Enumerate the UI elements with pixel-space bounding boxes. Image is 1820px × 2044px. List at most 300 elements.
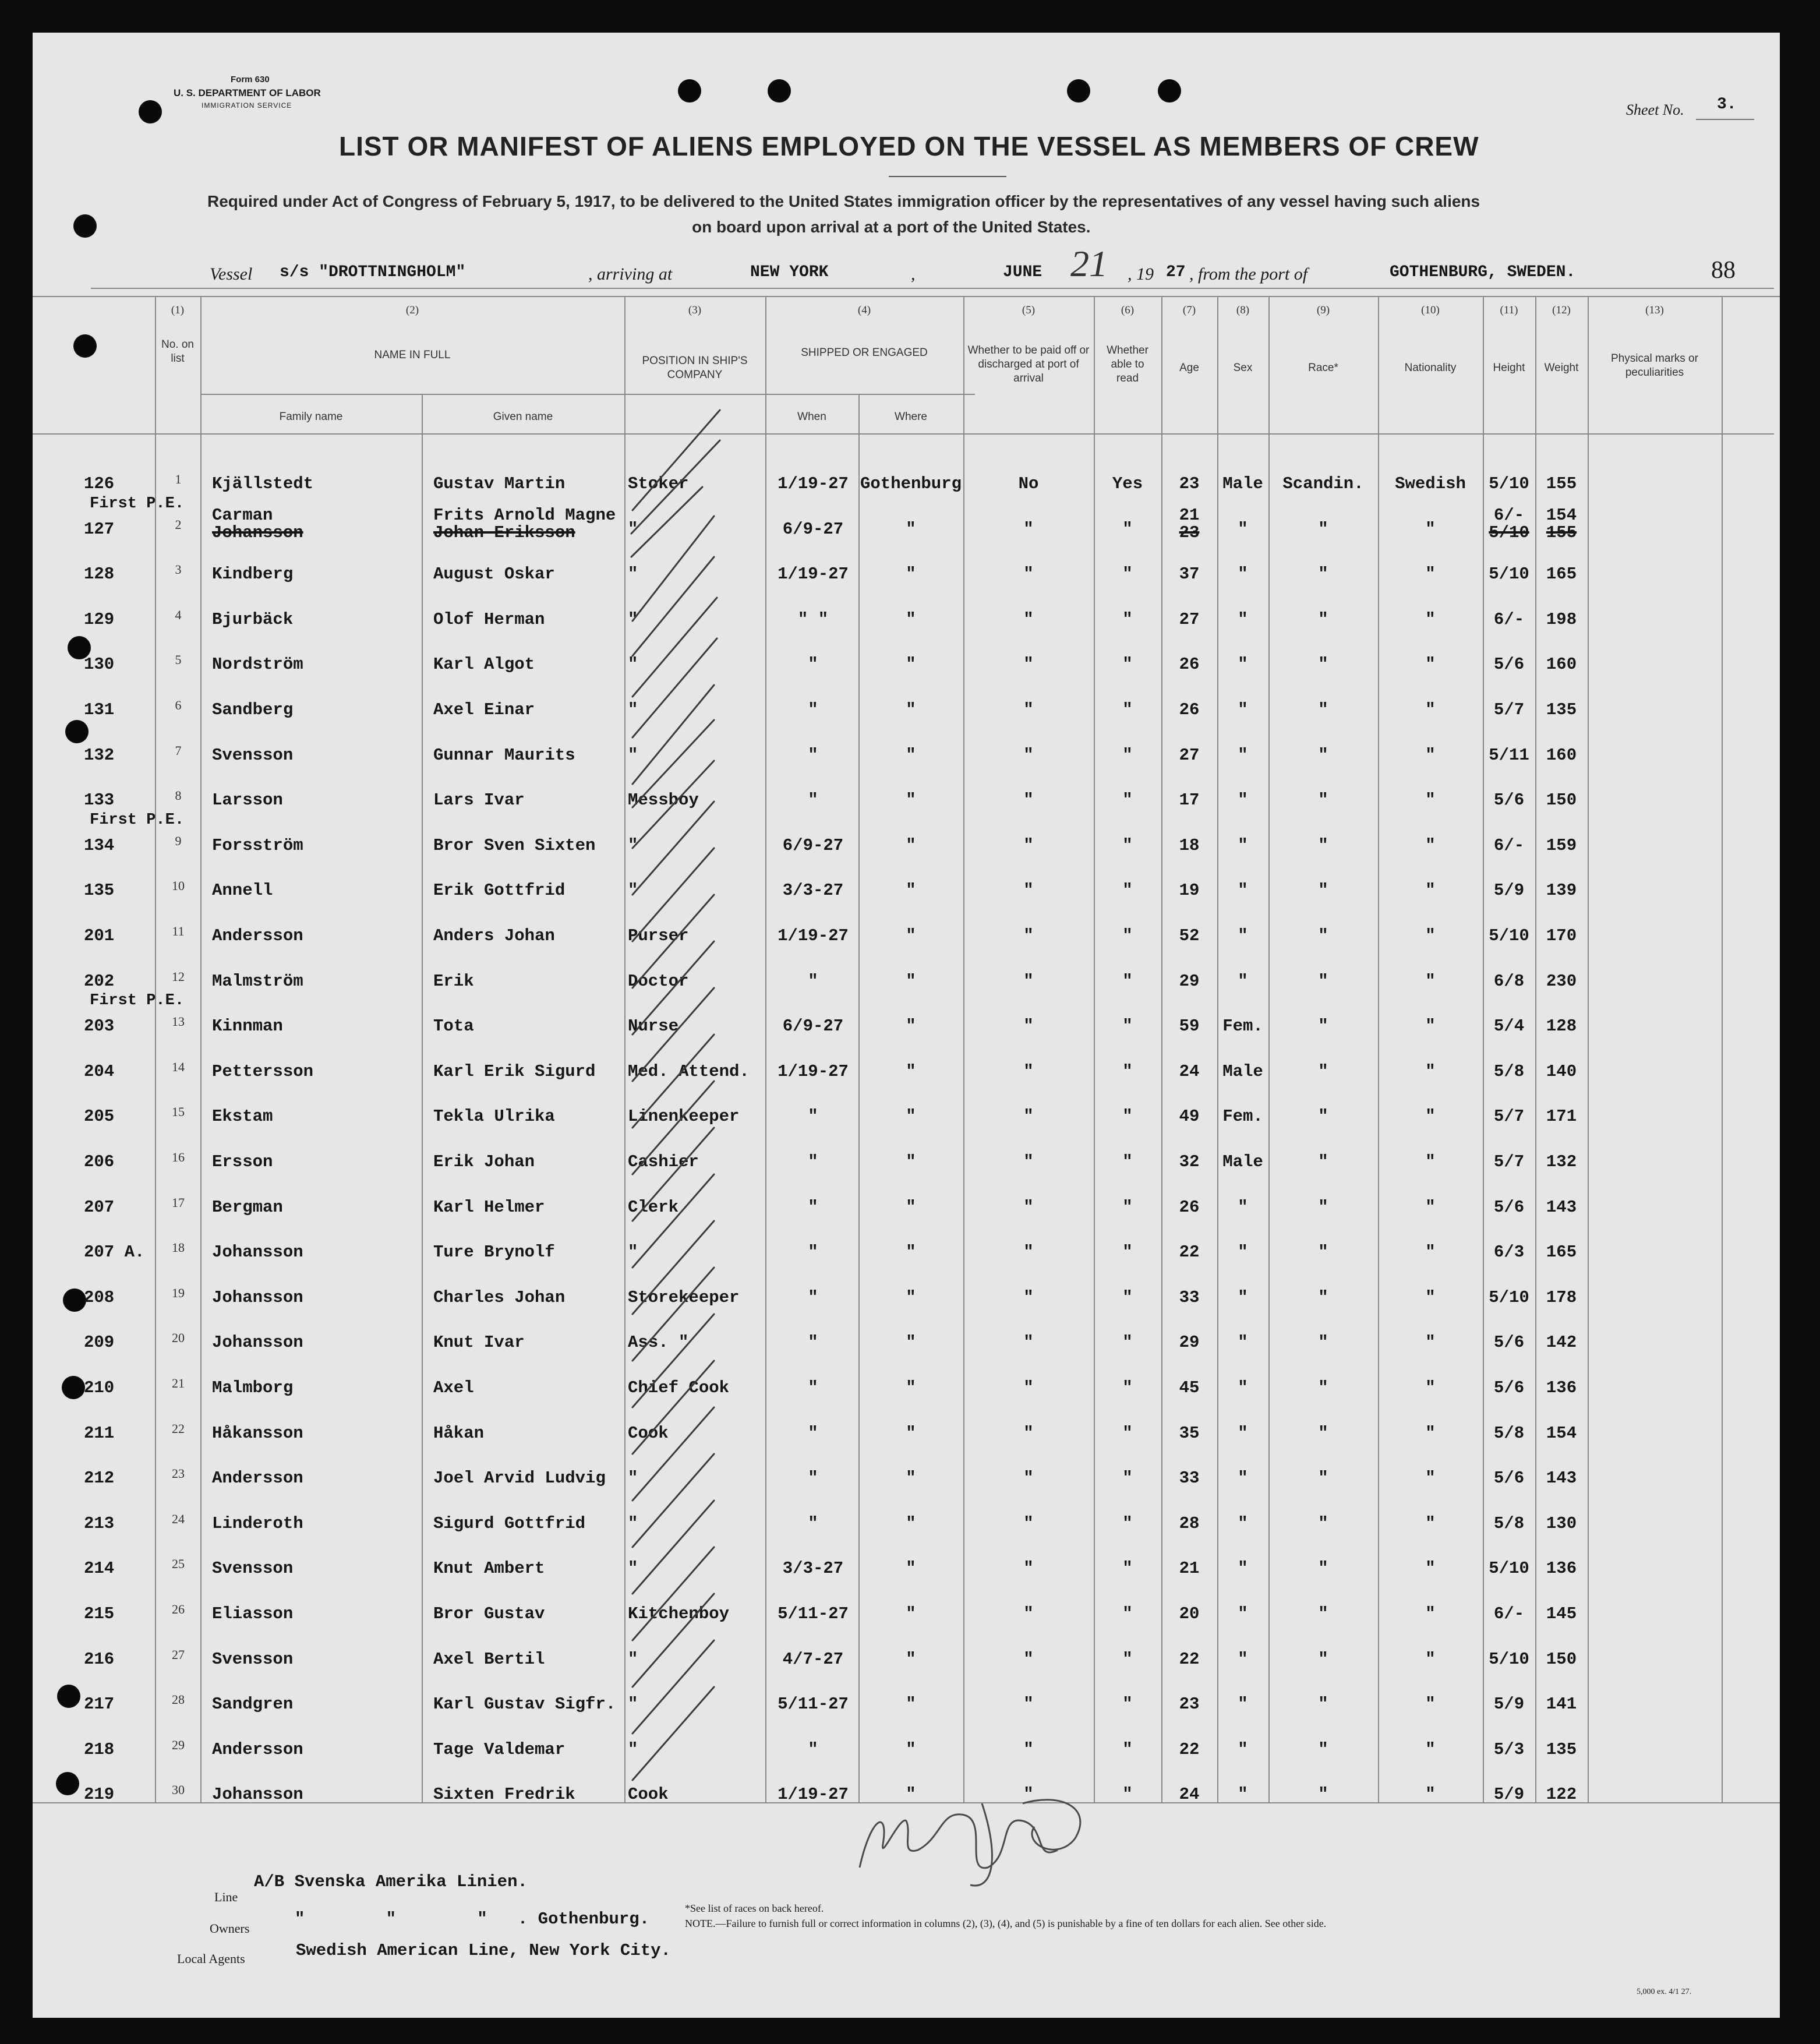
cell-weight: 159 [1546, 835, 1577, 855]
cell-when: " [808, 1287, 818, 1307]
cell-family: Carman [212, 505, 273, 525]
cell-sex: " [1238, 564, 1248, 584]
cell-height: 5/6 [1493, 1333, 1525, 1353]
cell-margin: 214 [84, 1559, 115, 1579]
cell-nat: " [1425, 1513, 1436, 1533]
cell-when: 1/19-27 [778, 926, 849, 945]
col-number: (1) [171, 304, 185, 316]
cell-given: Frits Arnold Magne [433, 505, 616, 525]
cell-margin: 207 [84, 1197, 115, 1217]
cell-family: Andersson [212, 926, 303, 945]
cell-margin: 135 [84, 881, 115, 901]
cell-nat: " [1425, 519, 1436, 539]
cell-read: " [1122, 519, 1133, 539]
cell-paid: " [1023, 1016, 1034, 1036]
cell-weight: 230 [1546, 971, 1577, 991]
cell-given: Knut Ivar [433, 1333, 525, 1353]
cell-age: 27 [1179, 745, 1200, 765]
arrival-port: NEW YORK [750, 263, 829, 281]
cell-position: " [628, 564, 638, 584]
cell-nat: " [1425, 1694, 1436, 1714]
cell-weight: 154 [1546, 505, 1577, 525]
cell-no: 25 [172, 1556, 185, 1572]
cell-given: Gustav Martin [433, 474, 566, 493]
cell-age: 52 [1179, 926, 1200, 945]
cell-no: 1 [175, 472, 182, 486]
cell-age: 29 [1179, 1333, 1200, 1353]
cell-read: " [1122, 1287, 1133, 1307]
cell-margin: 131 [84, 700, 115, 719]
cell-paid: " [1023, 745, 1034, 765]
cell-weight: 165 [1546, 1242, 1577, 1262]
cell-read: " [1122, 971, 1133, 991]
owners-label: Owners [210, 1921, 250, 1936]
cell-when: " [808, 655, 818, 675]
cell-weight: 141 [1546, 1694, 1577, 1714]
cell-weight: 142 [1546, 1333, 1577, 1353]
cell-where: " [906, 1061, 916, 1081]
cell-nat: " [1425, 1242, 1436, 1262]
cell-given: Gunnar Maurits [433, 745, 575, 765]
cell-margin: 201 [84, 926, 115, 945]
cell-when: 5/11-27 [778, 1694, 849, 1714]
cell-nat: " [1425, 1649, 1436, 1669]
cell-family: Nordström [212, 655, 303, 675]
cell-no: 14 [172, 1059, 185, 1074]
cell-read: " [1122, 655, 1133, 675]
cell-family: Svensson [212, 1649, 294, 1669]
cell-read: " [1122, 745, 1133, 765]
cell-family: Svensson [212, 745, 294, 765]
cell-given: Lars Ivar [433, 790, 525, 810]
cell-when: 6/9-27 [782, 1016, 844, 1036]
header-height: Height [1493, 362, 1525, 374]
cell-nat: " [1425, 1468, 1436, 1488]
cell-position: " [628, 655, 638, 675]
cell-sex: " [1238, 519, 1248, 539]
agents-label: Local Agents [177, 1951, 245, 1966]
cell-age: 33 [1179, 1468, 1200, 1488]
cell-where: " [906, 1739, 916, 1759]
check-mark-strokes [631, 410, 720, 1780]
cell-where: Gothenburg [860, 474, 962, 493]
header-age: Age [1179, 362, 1199, 374]
cell-weight: 132 [1546, 1152, 1577, 1171]
cell-margin: 133 [84, 790, 115, 810]
cell-margin: 212 [84, 1468, 115, 1488]
cell-read: " [1122, 609, 1133, 629]
cell-margin: 203 [84, 1016, 115, 1036]
cell-weight: 160 [1546, 655, 1577, 675]
cell-family: Bjurbäck [212, 609, 294, 629]
cell-where: " [906, 609, 916, 629]
cell-margin: 132 [84, 745, 115, 765]
cell-sex: " [1238, 1513, 1248, 1533]
cell-weight: 155 [1546, 474, 1577, 493]
cell-position: Ass. " [628, 1333, 689, 1353]
cell-height: 5/10 [1489, 1649, 1529, 1669]
cell-sex: " [1238, 1242, 1248, 1262]
cell-paid: " [1023, 1513, 1034, 1533]
cell-no: 12 [172, 969, 185, 984]
cell-position: " [628, 700, 638, 719]
cell-age: 22 [1179, 1242, 1200, 1262]
departure-port: GOTHENBURG, SWEDEN. [1390, 263, 1576, 281]
header-paid-off: Whether to be paid off or discharged at port of arrival [967, 344, 1090, 384]
header-shipped: SHIPPED OR ENGAGED [801, 347, 928, 359]
cell-race: " [1318, 835, 1328, 855]
vessel-label: Vessel [210, 264, 253, 284]
cell-position: Purser [628, 926, 689, 945]
cell-where: " [906, 790, 916, 810]
cell-sex: Male [1222, 1061, 1263, 1081]
cell-race: " [1318, 1016, 1328, 1036]
cell-paid: " [1023, 1107, 1034, 1127]
cell-age: 32 [1179, 1152, 1200, 1171]
cell-read: " [1122, 926, 1133, 945]
cell-margin: 210 [84, 1378, 115, 1397]
cell-when: " [808, 1152, 818, 1171]
cell-weight: 165 [1546, 564, 1577, 584]
cell-weight: 135 [1546, 1739, 1577, 1759]
cell-height: 5/10 [1489, 926, 1529, 945]
cell-read: " [1122, 1197, 1133, 1217]
cell-nat: " [1425, 926, 1436, 945]
cell-when: " [808, 1242, 818, 1262]
cell-race: " [1318, 1197, 1328, 1217]
col-number: (7) [1182, 304, 1196, 316]
pe-note: First P.E. [90, 992, 185, 1010]
cell-margin: 206 [84, 1152, 115, 1171]
cell-height: 5/10 [1489, 1287, 1529, 1307]
cell-height: 5/10 [1489, 474, 1529, 493]
cell-when: " [808, 1423, 818, 1443]
sheet-number: 3. [1717, 96, 1737, 114]
cell-no: 20 [172, 1330, 185, 1346]
arrival-year: 27 [1166, 263, 1186, 281]
cell-race: " [1318, 1468, 1328, 1488]
cell-sex: " [1238, 1197, 1248, 1217]
cell-read: " [1122, 1107, 1133, 1127]
cell-family: Johansson [212, 1287, 303, 1307]
owners: " " " . Gothenburg. [295, 1909, 650, 1929]
cell-height: 5/7 [1493, 700, 1525, 719]
cell-height: 6/- [1493, 609, 1525, 629]
cell-margin: 205 [84, 1107, 115, 1127]
cell-margin: 129 [84, 609, 115, 629]
cell-sex: " [1238, 700, 1248, 719]
cell-race: " [1318, 971, 1328, 991]
cell-where: " [906, 1016, 916, 1036]
cell-when: " [808, 745, 818, 765]
cell-family: Pettersson [212, 1061, 314, 1081]
cell-paid: " [1023, 564, 1034, 584]
cell-race: " [1318, 1739, 1328, 1759]
cell-family: Eliasson [212, 1604, 294, 1623]
cell-where: " [906, 1423, 916, 1443]
cell-height: 5/7 [1493, 1107, 1525, 1127]
cell-family: Ersson [212, 1152, 273, 1171]
cell-paid: " [1023, 1333, 1034, 1353]
form-number: Form 630 [231, 75, 270, 84]
page-title: LIST OR MANIFEST OF ALIENS EMPLOYED ON THE VESSEL AS MEMBERS OF CREW [339, 131, 1479, 161]
cell-where: " [906, 700, 916, 719]
col-number: (5) [1022, 304, 1036, 316]
vessel-name: s/s "DROTTNINGHOLM" [280, 263, 466, 281]
cell-height: 5/9 [1493, 881, 1525, 901]
cell-given: Bror Gustav [433, 1604, 545, 1623]
cell-height: 5/9 [1493, 1785, 1525, 1805]
cell-no: 17 [172, 1195, 185, 1210]
cell-height: 5/4 [1493, 1016, 1525, 1036]
cell-where: " [906, 745, 916, 765]
cell-position: Med. Attend. [628, 1061, 750, 1081]
cell-when: " [808, 1333, 818, 1353]
check-marks [33, 33, 1780, 2018]
cell-nat: " [1425, 1739, 1436, 1759]
cell-race: " [1318, 1378, 1328, 1397]
col-number: (8) [1236, 304, 1250, 316]
cell-age: 26 [1179, 655, 1200, 675]
cell-given: Ture Brynolf [433, 1242, 555, 1262]
cell-height: 6/- [1493, 505, 1525, 525]
cell-read: " [1122, 1378, 1133, 1397]
cell-age: 22 [1179, 1739, 1200, 1759]
cell-family: Andersson [212, 1468, 303, 1488]
cell-age: 24 [1179, 1785, 1200, 1805]
cell-no: 15 [172, 1104, 185, 1120]
cell-paid: " [1023, 655, 1034, 675]
cell-no: 19 [172, 1285, 185, 1300]
cell-read: " [1122, 1333, 1133, 1353]
cell-height: 5/3 [1493, 1739, 1525, 1759]
cell-weight: 130 [1546, 1513, 1577, 1533]
cell-margin: 219 [84, 1785, 115, 1805]
cell-when: " [808, 1468, 818, 1488]
cell-race: " [1318, 790, 1328, 810]
cell-sex: " [1238, 1468, 1248, 1488]
cell-no: 4 [175, 607, 182, 622]
cell-position: Kitchenboy [628, 1604, 730, 1623]
cell-read: " [1122, 564, 1133, 584]
cell-race: " [1318, 655, 1328, 675]
cell-paid: " [1023, 519, 1034, 539]
cell-weight: 150 [1546, 790, 1577, 810]
cell-nat: " [1425, 835, 1436, 855]
cell-read: " [1122, 835, 1133, 855]
cell-no: 13 [172, 1014, 185, 1029]
cell-race: " [1318, 1694, 1328, 1714]
cell-paid: " [1023, 971, 1034, 991]
cell-sex: " [1238, 971, 1248, 991]
cell-family: Johansson [212, 1242, 303, 1262]
cell-sex: " [1238, 609, 1248, 629]
cell-position: Linenkeeper [628, 1107, 740, 1127]
cell-race: " [1318, 609, 1328, 629]
cell-nat: " [1425, 1785, 1436, 1805]
cell-position: " [628, 1242, 638, 1262]
header-marks: Physical marks or peculiarities [1611, 352, 1698, 379]
cell-given: Bror Sven Sixten [433, 835, 596, 855]
cell-where: " [906, 1242, 916, 1262]
cell-height: 5/11 [1489, 745, 1529, 765]
cell-family: Larsson [212, 790, 283, 810]
cell-given: Sixten Fredrik [433, 1785, 575, 1805]
cell-position: Clerk [628, 1197, 679, 1217]
cell-where: " [906, 1197, 916, 1217]
cell-when: " [808, 1107, 818, 1127]
cell-when: 4/7-27 [782, 1649, 844, 1669]
cell-no: 24 [172, 1511, 185, 1526]
cell-nat: " [1425, 1378, 1436, 1397]
cell-when: " [808, 790, 818, 810]
cell-position: " [628, 881, 638, 901]
cell-weight: 122 [1546, 1785, 1577, 1805]
cell-nat: " [1425, 1604, 1436, 1623]
cell-paid: " [1023, 1061, 1034, 1081]
cell-nat: " [1425, 609, 1436, 629]
cell-position: Stoker [628, 474, 689, 493]
cell-sex: " [1238, 1739, 1248, 1759]
cell-race: " [1318, 1287, 1328, 1307]
cell-read: " [1122, 1061, 1133, 1081]
cell-read: " [1122, 1423, 1133, 1443]
cell-race: Scandin. [1282, 474, 1364, 493]
cell-age: 28 [1179, 1513, 1200, 1533]
cell-weight: 128 [1546, 1016, 1577, 1036]
cell-no: 21 [172, 1376, 185, 1390]
cell-height: 5/8 [1493, 1513, 1525, 1533]
header-able-to-read: Whether able to read [1107, 344, 1148, 384]
cell-age: 19 [1179, 881, 1200, 901]
cell-age: 35 [1179, 1423, 1200, 1443]
cell-no: 9 [175, 833, 182, 848]
cell-margin: 213 [84, 1513, 115, 1533]
cell-sex: Male [1222, 474, 1263, 493]
cell-given: Sigurd Gottfrid [433, 1513, 586, 1533]
cell-sex: " [1238, 881, 1248, 901]
cell-sex: " [1238, 1559, 1248, 1579]
shipping-line: A/B Svenska Amerika Linien. [254, 1872, 528, 1891]
cell-given: Knut Ambert [433, 1559, 545, 1579]
cell-when: 5/11-27 [778, 1604, 849, 1623]
header-where: Where [895, 411, 927, 423]
cell-paid: " [1023, 1287, 1034, 1307]
cell-where: " [906, 1785, 916, 1805]
cell-weight: 198 [1546, 609, 1577, 629]
cell-sex: " [1238, 1604, 1248, 1623]
cell-race: " [1318, 1785, 1328, 1805]
header-nationality: Nationality [1404, 362, 1457, 374]
cell-given: Joel Arvid Ludvig [433, 1468, 606, 1488]
cell-paid: " [1023, 1242, 1034, 1262]
col-number: (3) [688, 304, 702, 316]
cell-age: 27 [1179, 609, 1200, 629]
cell-read: " [1122, 700, 1133, 719]
cell-position: " [628, 745, 638, 765]
cell-where: " [906, 564, 916, 584]
struck-given: Johan Eriksson [433, 523, 575, 542]
cell-family: Bergman [212, 1197, 283, 1217]
cell-nat: " [1425, 1559, 1436, 1579]
cell-weight: 154 [1546, 1423, 1577, 1443]
header-race: Race* [1308, 362, 1338, 374]
cell-given: Charles Johan [433, 1287, 566, 1307]
cell-position: Nurse [628, 1016, 679, 1036]
cell-when: 1/19-27 [778, 1785, 849, 1805]
cell-family: Johansson [212, 1785, 303, 1805]
cell-given: Axel [433, 1378, 474, 1397]
manifest-sheet [33, 33, 1780, 2018]
cell-race: " [1318, 926, 1328, 945]
officer-signature [860, 1800, 1080, 1886]
cell-where: " [906, 971, 916, 991]
arrival-day: 21 [1070, 243, 1108, 284]
cell-when: " [808, 1197, 818, 1217]
col-number: (11) [1500, 304, 1518, 316]
cell-weight: 170 [1546, 926, 1577, 945]
cell-nat: " [1425, 700, 1436, 719]
cell-race: " [1318, 745, 1328, 765]
cell-position: " [628, 835, 638, 855]
cell-weight: 140 [1546, 1061, 1577, 1081]
cell-age: 22 [1179, 1649, 1200, 1669]
cell-age: 24 [1179, 1061, 1200, 1081]
cell-paid: " [1023, 1468, 1034, 1488]
cell-family: Forsström [212, 835, 303, 855]
cell-when: " [808, 700, 818, 719]
cell-margin: 215 [84, 1604, 115, 1623]
cell-nat: " [1425, 1107, 1436, 1127]
cell-no: 11 [172, 924, 185, 938]
cell-given: Axel Einar [433, 700, 535, 719]
comma: , [911, 264, 916, 284]
cell-age: 37 [1179, 564, 1200, 584]
cell-age: 17 [1179, 790, 1200, 810]
cell-race: " [1318, 564, 1328, 584]
cell-age: 45 [1179, 1378, 1200, 1397]
cell-given: Tage Valdemar [433, 1739, 566, 1759]
cell-no: 16 [172, 1150, 185, 1164]
cell-race: " [1318, 519, 1328, 539]
col-number: (12) [1552, 304, 1571, 316]
cell-race: " [1318, 1107, 1328, 1127]
cell-read: " [1122, 881, 1133, 901]
cell-no: 5 [175, 652, 182, 668]
cell-where: " [906, 655, 916, 675]
cell-no: 23 [172, 1466, 185, 1481]
cell-where: " [906, 1333, 916, 1353]
cell-given: Erik [433, 971, 474, 991]
cell-sex: " [1238, 835, 1248, 855]
cell-family: Johansson [212, 1333, 303, 1353]
struck-height: 5/10 [1489, 523, 1529, 542]
races-note: *See list of races on back hereof. [685, 1902, 824, 1914]
cell-read: " [1122, 1559, 1133, 1579]
cell-where: " [906, 1287, 916, 1307]
cell-given: Erik Gottfrid [433, 881, 566, 901]
cell-age: 21 [1179, 505, 1200, 525]
service-name: IMMIGRATION SERVICE [202, 101, 292, 110]
cell-weight: 143 [1546, 1197, 1577, 1217]
cell-given: August Oskar [433, 564, 555, 584]
cell-read: " [1122, 1468, 1133, 1488]
cell-when: 1/19-27 [778, 1061, 849, 1081]
cell-no: 26 [172, 1602, 185, 1616]
cell-where: " [906, 881, 916, 901]
header-given-name: Given name [493, 411, 553, 423]
cell-age: 18 [1179, 835, 1200, 855]
